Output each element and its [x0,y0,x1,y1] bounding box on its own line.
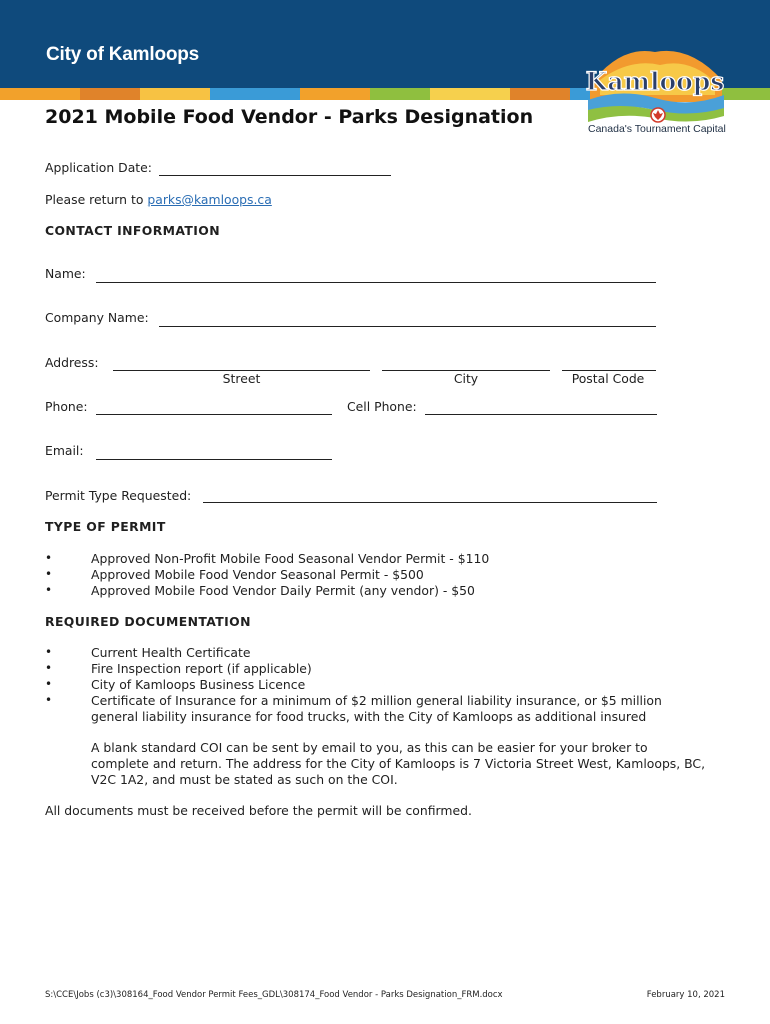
application-date-label: Application Date: [45,160,152,175]
coi-note: V2C 1A2, and must be stated as such on the COI. [91,772,398,787]
doc-item: Current Health Certificate [91,645,251,660]
email-field[interactable] [96,459,332,460]
phone-label: Phone: [45,399,88,414]
postal-code-caption: Postal Code [571,371,645,386]
contact-heading: CONTACT INFORMATION [45,223,220,238]
city-caption: City [453,371,479,386]
phone-field[interactable] [96,414,332,415]
permit-type-field[interactable] [203,502,657,503]
doc-item-continued: general liability insurance for food trucks, with the City of Kamloops as additional insured [91,709,647,724]
permit-heading: TYPE OF PERMIT [45,519,166,534]
permit-type-label: Permit Type Requested: [45,488,192,503]
return-email-link[interactable]: parks@kamloops.ca [147,192,272,207]
coi-note: complete and return. The address for the City of Kamloops is 7 Victoria Street West, Kamloops, BC, [91,756,706,771]
address-label: Address: [45,355,99,370]
footer-date: February 10, 2021 [646,990,725,1000]
company-label: Company Name: [45,310,149,325]
application-date-field[interactable] [159,175,391,176]
bullet: • [45,645,53,659]
permit-item: Approved Mobile Food Vendor Seasonal Permit - $500 [91,567,424,582]
docs-heading: REQUIRED DOCUMENTATION [45,614,251,629]
svg-text:Kamloops: Kamloops [585,67,725,96]
footer-path: S:\CCE\Jobs (c3)\308164_Food Vendor Permit Fees_GDL\308174_Food Vendor - Parks Designation_FRM.docx [45,990,503,1000]
page-title: 2021 Mobile Food Vendor - Parks Designation [45,106,534,128]
bullet: • [45,567,53,581]
closing-note: All documents must be received before the permit will be confirmed. [45,803,472,818]
bullet: • [45,551,53,565]
cell-phone-field[interactable] [425,414,657,415]
email-label: Email: [45,443,84,458]
return-instructions [45,192,272,207]
name-label: Name: [45,266,86,281]
return-text: Please return to [45,192,144,207]
cell-phone-label: Cell Phone: [347,399,417,414]
bullet: • [45,677,53,691]
doc-item: Certificate of Insurance for a minimum of $2 million general liability insurance, or $5 million [91,693,662,708]
bullet: • [45,693,53,707]
doc-item: Fire Inspection report (if applicable) [91,661,312,676]
company-field[interactable] [159,326,656,327]
org-name: City of Kamloops [46,44,200,65]
coi-note: A blank standard COI can be sent by email to you, as this can be easier for your broker to [91,740,648,755]
permit-item: Approved Mobile Food Vendor Daily Permit (any vendor) - $50 [91,583,475,598]
bullet: • [45,583,53,597]
permit-item: Approved Non-Profit Mobile Food Seasonal Vendor Permit - $110 [91,551,490,566]
doc-item: City of Kamloops Business Licence [91,677,306,692]
street-caption: Street [222,371,261,386]
tagline: Canada's Tournament Capital [588,123,726,135]
bullet: • [45,661,53,675]
name-field[interactable] [96,282,656,283]
